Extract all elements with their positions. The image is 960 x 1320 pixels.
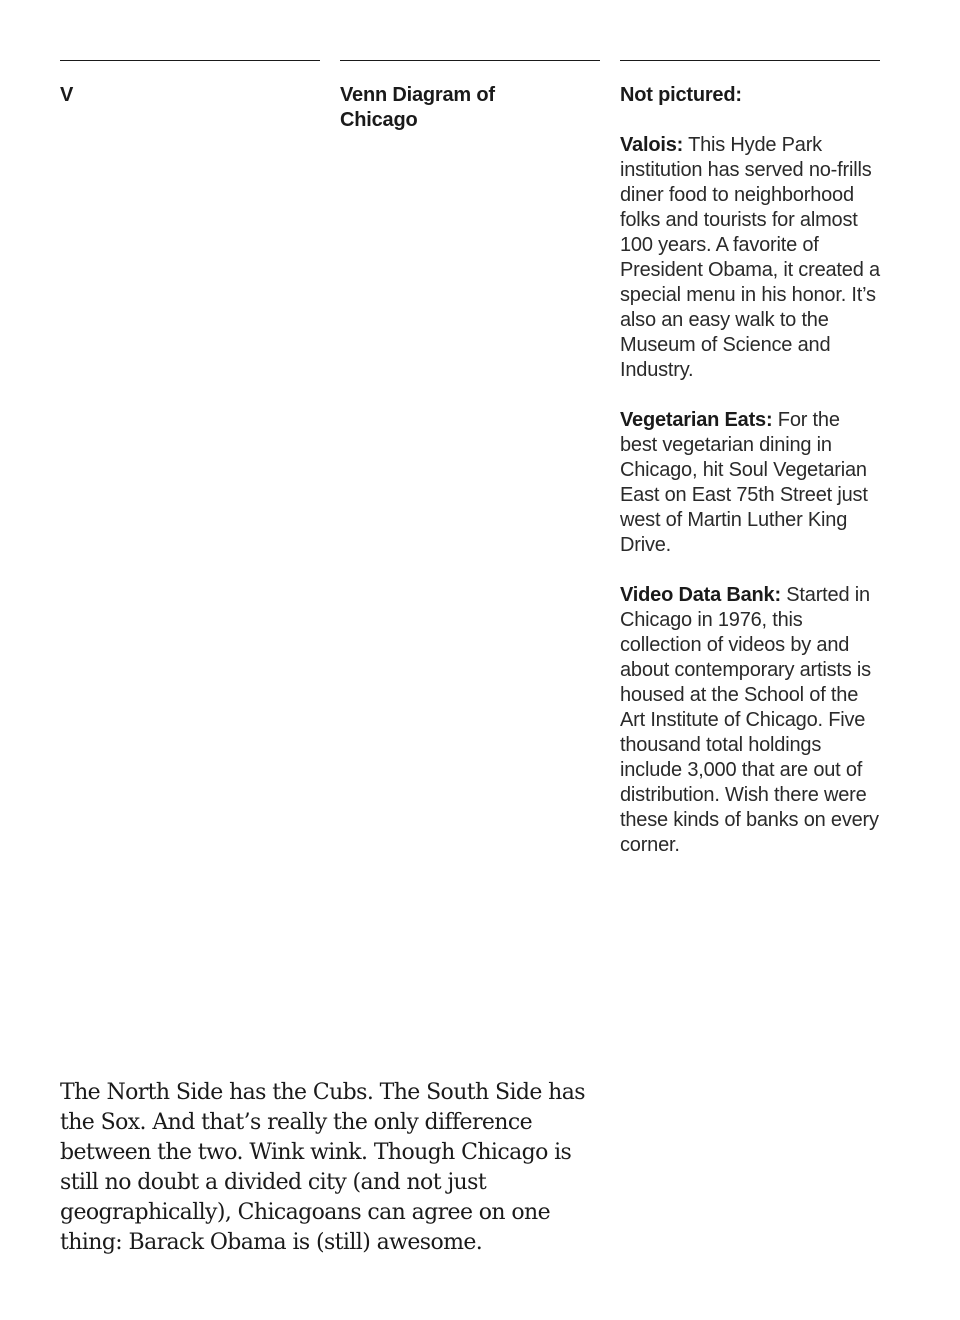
section-letter: V bbox=[60, 84, 74, 106]
entry-text: For the best vegetarian dining in Chicago, hit Soul Vegetarian East on East 75th Street just west of Martin Luther King Drive. bbox=[620, 409, 868, 556]
column-not-pictured bbox=[620, 60, 880, 858]
entry-term: Video Data Bank: bbox=[620, 584, 781, 606]
entry-text: Started in Chicago in 1976, this collection of videos by and about contemporary artists is housed at the School of the Art Institute of Chicago. Five thousand total holdings include 3,000 that are out of distribution. Wish there were these kinds of banks on every corner. bbox=[620, 584, 879, 856]
column-title bbox=[340, 60, 600, 133]
not-pictured-heading: Not pictured: bbox=[620, 84, 742, 106]
entry-valois bbox=[620, 133, 880, 383]
entry-term: Valois: bbox=[620, 134, 684, 156]
intro-paragraph: The North Side has the Cubs. The South Side has the Sox. And that’s really the only difference between the two. Wink wink. Though Chicago is still no doubt a divided city (and not just geographically), Chicagoans can agree on one thing: Barack Obama is (still) awesome. bbox=[60, 1080, 585, 1255]
entry-vegetarian-eats bbox=[620, 408, 880, 558]
article-title: Venn Diagram of Chicago bbox=[340, 84, 495, 131]
not-pictured-list bbox=[620, 133, 880, 858]
column-section-letter bbox=[60, 60, 320, 108]
entry-text: This Hyde Park institution has served no-frills diner food to neighborhood folks and tourists for almost 100 years. A favorite of President Obama, it created a special menu in his honor. It’s also an easy walk to the Museum of Science and Industry. bbox=[620, 134, 880, 381]
entry-term: Vegetarian Eats: bbox=[620, 409, 773, 431]
entry-video-data-bank bbox=[620, 583, 880, 858]
